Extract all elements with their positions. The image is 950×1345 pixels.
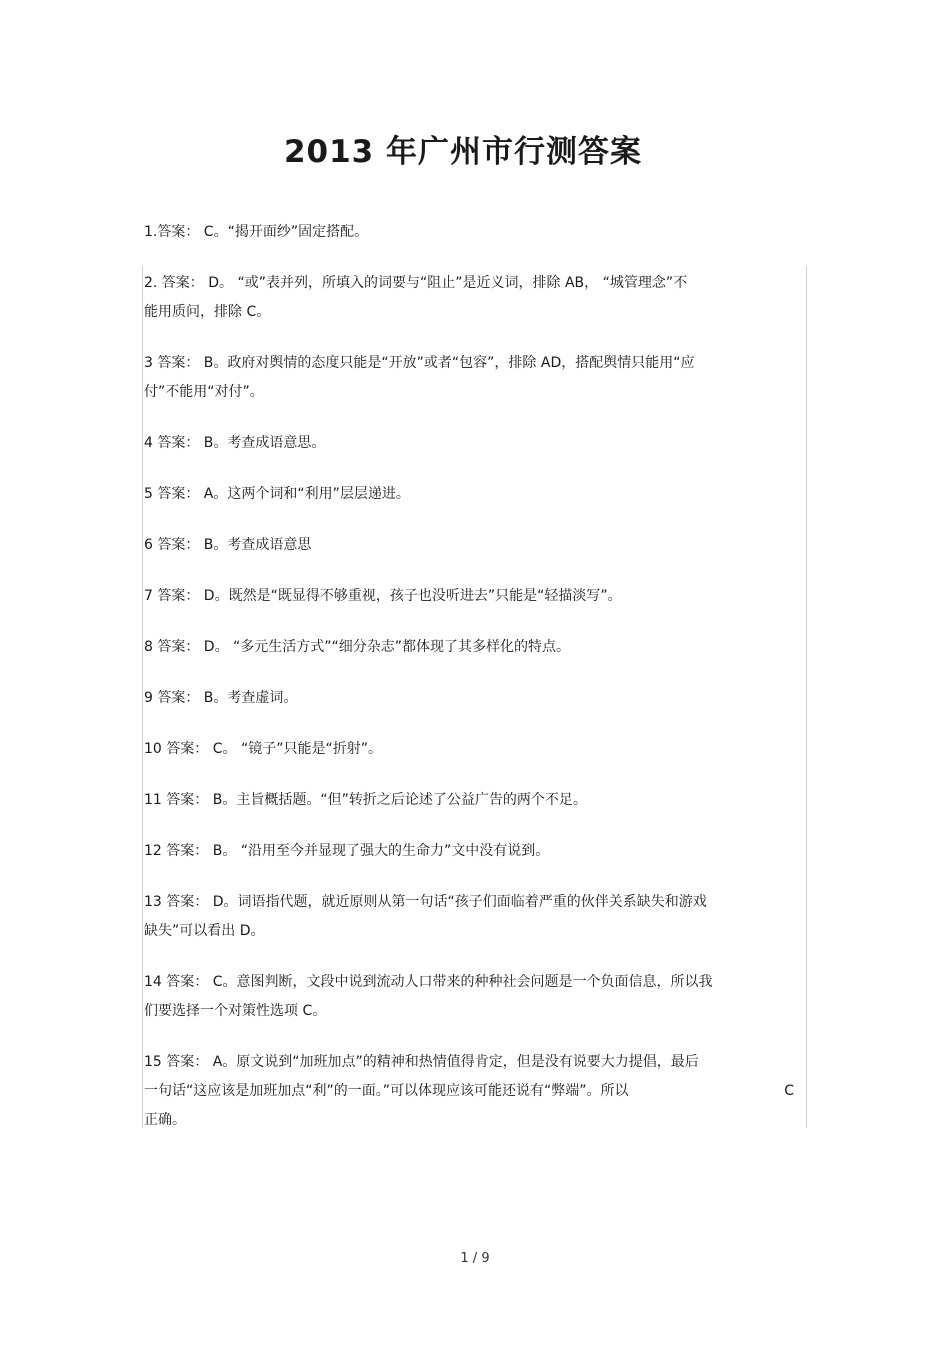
answer-line: 5 答案： A。这两个词和“利用”层层递进。 [144,486,410,502]
answer-line: 7 答案： D。既然是“既显得不够重视，孩子也没听进去”只能是“轻描淡写”。 [144,588,622,604]
answer-line: 11 答案： B。主旨概括题。“但”转折之后论述了公益广告的两个不足。 [144,792,587,808]
answer-9 [144,684,804,713]
answer-4 [144,429,804,458]
answer-3 [144,349,804,407]
answer-line: 付”不能用“对付”。 [144,384,264,400]
answer-6 [144,531,804,560]
document-title: 2013 年广州市行测答案 [283,134,643,170]
answer-line: 2. 答案： D。 “或”表并列，所填入的词要与“阻止”是近义词，排除 AB， “城管理念”不 [144,275,688,291]
answer-line: 14 答案： C。意图判断，文段中说到流动人口带来的种种社会问题是一个负面信息，所以我 [144,974,713,990]
answer-line: 15 答案： A。原文说到“加班加点”的精神和热情值得肯定，但是没有说要大力提倡，最后 [144,1054,699,1070]
left-margin-rule [142,266,143,1128]
answer-line: 10 答案： C。 “镜子”只能是“折射”。 [144,741,382,757]
answer-line: 4 答案： B。考查成语意思。 [144,435,326,451]
right-margin-rule [806,266,807,1128]
answer-7 [144,582,804,611]
answer-12 [144,837,804,866]
answer-line: 正确。 [144,1112,186,1128]
answer-line: 能用质问，排除 C。 [144,304,271,320]
answer-line: 缺失”可以看出 D。 [144,923,265,939]
answer-line [144,1077,794,1106]
page-indicator: 1 / 9 [460,1251,490,1266]
answer-line: 12 答案： B。 “沿用至今并显现了强大的生命力”文中没有说到。 [144,843,550,859]
answer-line: 们要选择一个对策性选项 C。 [144,1003,327,1019]
answer-5 [144,480,804,509]
answer-13 [144,888,804,946]
answer-line: 13 答案： D。词语指代题，就近原则从第一句话“孩子们面临着严重的伙伴关系缺失和游戏 [144,894,707,910]
answer-line: 3 答案： B。政府对舆情的态度只能是“开放”或者“包容”，排除 AD，搭配舆情只能用“应 [144,355,695,371]
answer-15 [144,1048,804,1135]
answer-11 [144,786,804,815]
answer-line: 1.答案： C。“揭开面纱”固定搭配。 [144,224,369,240]
answer-trailing-letter: C [784,1083,794,1099]
answer-1 [144,218,804,247]
answer-10 [144,735,804,764]
answer-line: 6 答案： B。考查成语意思 [144,537,312,553]
answer-2 [144,269,804,327]
answer-line: 9 答案： B。考查虚词。 [144,690,298,706]
answer-14 [144,968,804,1026]
answer-line: 8 答案： D。 “多元生活方式”“细分杂志”都体现了其多样化的特点。 [144,639,571,655]
answer-8 [144,633,804,662]
answer-line-text: 一句话“这应该是加班加点“利”的一面。”可以体现应该可能还说有“弊端”。所以 [144,1083,629,1099]
answer-list [144,218,804,1135]
